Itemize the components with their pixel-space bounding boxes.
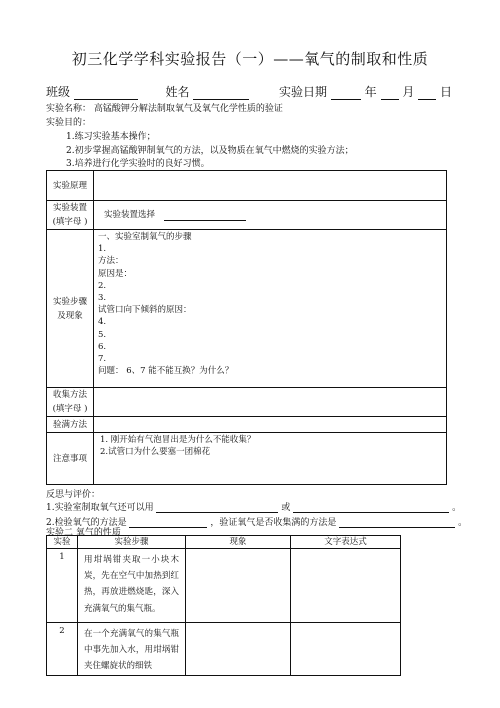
note-item: 2.试管口为什么要塞一团棉花 xyxy=(100,447,211,458)
steps-line: 原因是： xyxy=(98,268,133,279)
notes-cell[interactable] xyxy=(94,433,447,485)
row-phenomenon-cell[interactable] xyxy=(186,549,291,623)
class-label: 班级 xyxy=(46,85,71,99)
header-steps: 实验步骤 xyxy=(78,536,186,549)
apparatus-cell[interactable] xyxy=(94,201,447,230)
full-cell[interactable] xyxy=(94,417,447,433)
info-row xyxy=(46,83,452,100)
purpose-item-1: 1.练习实验基本操作； xyxy=(66,132,156,142)
apparatus-select-field[interactable] xyxy=(164,220,246,221)
header-expression: 文字表达式 xyxy=(291,536,401,549)
row-steps: 在一个充满氧气的集气瓶中事先加入水，用坩埚钳夹住螺旋状的细铁 xyxy=(78,623,186,676)
collect-cell[interactable] xyxy=(94,388,447,417)
header-phenomenon: 现象 xyxy=(186,536,291,549)
month-field[interactable] xyxy=(381,86,399,100)
steps-line: 5. xyxy=(98,329,107,340)
steps-line: 一、实验室制氧气的步骤 xyxy=(98,232,192,242)
year-field[interactable] xyxy=(331,86,361,100)
q1-blank-2[interactable] xyxy=(293,512,449,513)
purpose-label: 实验目的： xyxy=(46,118,92,128)
year-unit: 年 xyxy=(364,85,377,99)
steps-cell[interactable] xyxy=(94,230,447,388)
steps-line: 7. xyxy=(98,354,107,365)
day-unit: 日 xyxy=(440,85,453,99)
notes-label-cell: 注意事项 xyxy=(47,433,94,485)
steps-label-cell: 实验步骤 及现象 xyxy=(47,230,94,388)
row-expression-cell[interactable] xyxy=(291,623,401,676)
q1-blank-1[interactable] xyxy=(156,512,278,513)
steps-line: 1. xyxy=(98,244,107,255)
purpose-item-3: 3.培养进行化学实验时的良好习惯。 xyxy=(66,159,210,169)
steps-line: 问题： 6、7 能不能互换？为什么？ xyxy=(98,366,234,377)
steps-line: 2. xyxy=(98,280,107,291)
q2-blank-2[interactable] xyxy=(339,527,455,528)
note-item: 1. 刚开始有气泡冒出是为什么不能收集？ xyxy=(100,435,256,445)
name-label: 姓名 xyxy=(165,85,190,99)
steps-line: 3. xyxy=(98,293,107,304)
principle-cell[interactable] xyxy=(94,171,447,201)
steps-line: 6. xyxy=(98,341,107,352)
table-row xyxy=(47,549,401,623)
collect-label-cell: 收集方法 (填字母 ) xyxy=(47,388,94,417)
apparatus-label-cell: 实验装置 (填字母 ) xyxy=(47,201,94,230)
row-number: 2 xyxy=(47,623,78,676)
row-steps: 用坩埚钳夹取一小块木炭，先在空气中加热到红热，再放进燃烧匙，深入充满氧气的集气瓶。 xyxy=(78,549,186,623)
header-experiment: 实验 xyxy=(47,536,78,549)
name-field[interactable] xyxy=(193,86,249,100)
purpose-item-2: 2.初步掌握高锰酸钾制氧气的方法，以及物质在氧气中燃烧的实验方法； xyxy=(66,146,354,156)
reflection-label: 反思与评价： xyxy=(46,490,101,500)
row-expression-cell[interactable] xyxy=(291,549,401,623)
full-label-cell: 验满方法 xyxy=(47,417,94,433)
reflection-q1: 1.实验室制取氧气还可以用 或 。 xyxy=(46,503,462,513)
reflection-q2: 2.检验氧气的方法是 ，验证氧气是否收集满的方法是 。 xyxy=(46,518,468,528)
steps-line: 试管口向下倾斜的原因： xyxy=(98,305,192,316)
properties-table xyxy=(46,535,401,676)
experiment-name: 实验名称： 高锰酸钾分解法制取氧气及氧气化学性质的验证 xyxy=(46,104,283,114)
experiment-2-title: 实验二 氧气的性质 xyxy=(46,528,121,538)
class-field[interactable] xyxy=(74,86,138,100)
row-number: 1 xyxy=(47,549,78,623)
q2-blank-1[interactable] xyxy=(129,527,207,528)
principle-label-cell: 实验原理 xyxy=(47,171,94,201)
month-unit: 月 xyxy=(402,85,415,99)
experiment-table xyxy=(46,170,447,485)
page-title: 初三化学学科实验报告（一）——氧气的制取和性质 xyxy=(71,50,429,68)
apparatus-select-label: 实验装置选择 xyxy=(104,209,156,220)
day-field[interactable] xyxy=(418,86,436,100)
date-label: 实验日期 xyxy=(279,85,328,99)
table-row xyxy=(47,623,401,676)
row-phenomenon-cell[interactable] xyxy=(186,623,291,676)
steps-line: 4. xyxy=(98,317,107,328)
steps-line: 方法： xyxy=(98,256,124,267)
